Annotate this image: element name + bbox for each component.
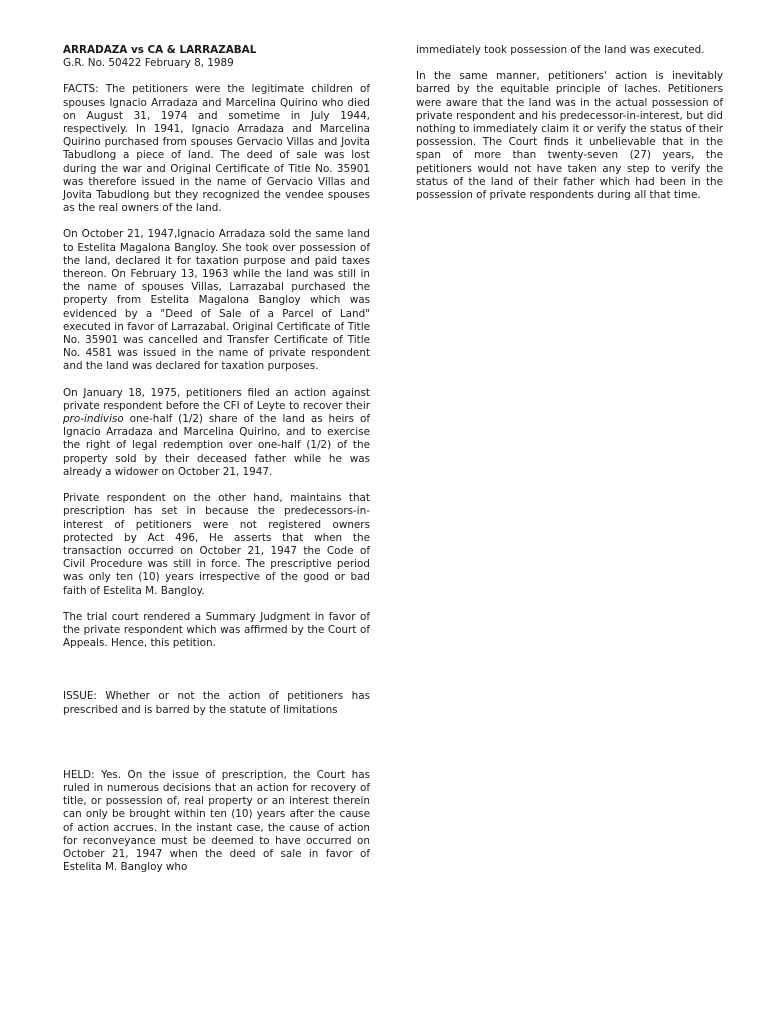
facts-paragraph-3-italic: pro-indiviso [63,413,124,426]
facts-paragraph-2: On October 21, 1947,Ignacio Arradaza sold the same land to Estelita Magalona Bangloy. She took over possession of the land, declared it for taxation purpose and paid taxes thereon. On February 13, 1963 while the land was still in the name of spouses Villas, Larrazabal purchased the property from Estelita Magalona Bangloy which was evidenced by a "Deed of Sale of a Parcel of Land" executed in favor of Larrazabal. Original Certificate of Title No. 35901 was cancelled and Transfer Certificate of Title No. 4581 was issued in the name of private respondent and the land was declared for taxation purposes. [63,228,370,373]
left-column [63,44,370,887]
held-paragraph-2: In the same manner, petitioners' action is inevitably barred by the equitable principle of laches. Petitioners were aware that the land was in the actual possession of private respondent and his predecessor-in-interest, but did nothing to immediately claim it or verify the status of their possession. The Court finds it unbelievable that in the span of more than twenty-seven (27) years, the petitioners would not have taken any step to verify the status of the land of their father which had been in the possession of private respondents during all that time. [416,70,723,202]
facts-paragraph-1: FACTS: The petitioners were the legitimate children of spouses Ignacio Arradaza and Marcelina Quirino who died on August 31, 1974 and sometime in July 1944, respectively. In 1941, Ignacio Arradaza and Marcelina Quirino purchased from spouses Gervacio Villas and Jovita Tabudlong a piece of land. The deed of sale was lost during the war and Original Certificate of Title No. 35901 was therefore issued in the name of Gervacio Villas and Jovita Tabudlong but they recognized the vendee spouses as the real owners of the land. [63,83,370,215]
facts-paragraph-3 [63,387,370,479]
facts-paragraph-3-text-a: On January 18, 1975, petitioners filed an action against private respondent before the CFI of Leyte to recover their [63,386,370,412]
right-column [416,44,723,215]
case-title: ARRADAZA vs CA & LARRAZABAL [63,44,257,56]
held-paragraph-1: HELD: Yes. On the issue of prescription, the Court has ruled in numerous decisions that an action for recovery of title, or possession of, real property or an interest therein can only be brought within ten (10) years after the cause of action accrues. In the instant case, the cause of action for reconveyance must be deemed to have occurred on October 21, 1947 when the deed of sale in favor of Estelita M. Bangloy who [63,768,370,874]
facts-paragraph-4: Private respondent on the other hand, maintains that prescription has set in because the predecessors-in-interest of petitioners were not registered owners protected by Act 496, He asserts that when the transaction occurred on October 21, 1947 the Code of Civil Procedure was still in force. The prescriptive period was only ten (10) years irrespective of the good or bad faith of Estelita M. Bangloy. [63,492,370,597]
case-citation: G.R. No. 50422 February 8, 1989 [63,57,234,70]
facts-paragraph-3-text-b: one-half (1/2) share of the land as heirs of Ignacio Arradaza and Marcelina Quirino, and to exercise the right of legal redemption over one-half (1/2) of the property sold by their deceased father while he was already a widower on October 21, 1947. [63,413,370,478]
held-paragraph-1-continued: immediately took possession of the land was executed. [416,44,705,56]
issue-paragraph: ISSUE: Whether or not the action of petitioners has prescribed and is barred by the statute of limitations [63,690,370,716]
facts-paragraph-5: The trial court rendered a Summary Judgment in favor of the private respondent which was affirmed by the Court of Appeals. Hence, this petition. [63,610,370,650]
